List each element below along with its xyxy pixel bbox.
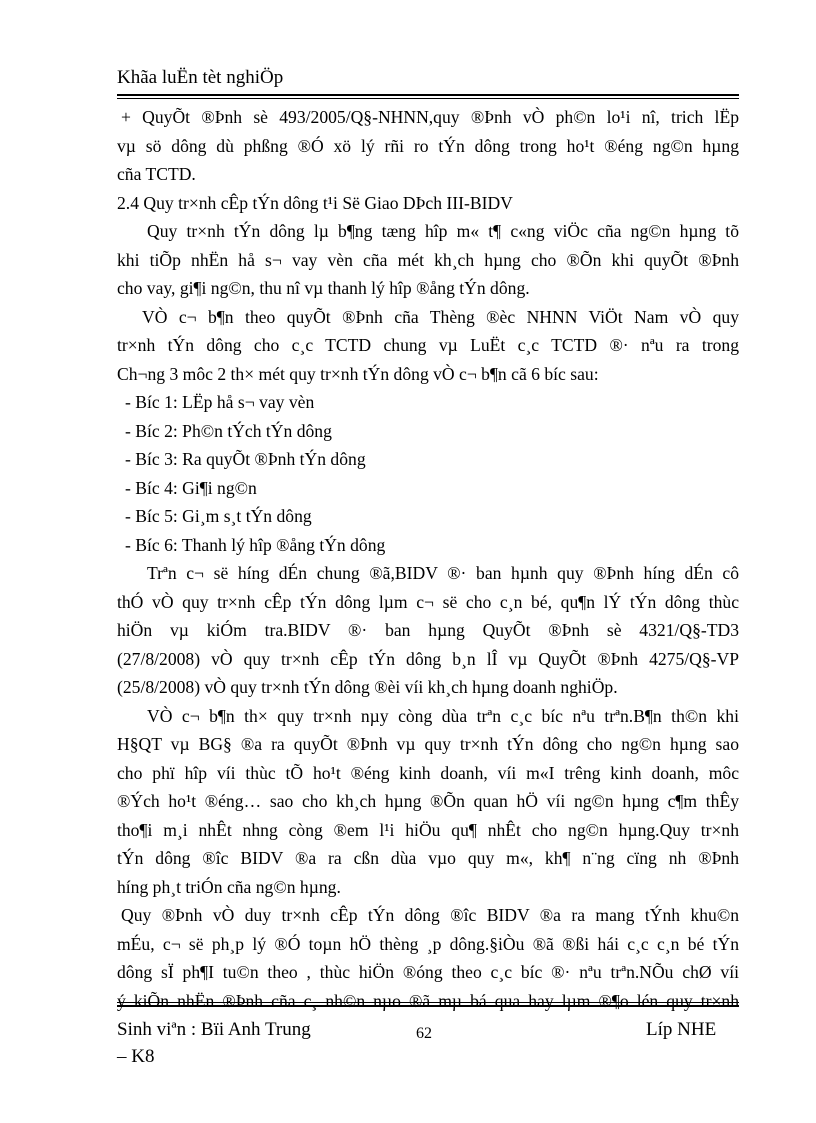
body-line: + QuyÕt ®Þnh sè 493/2005/Q§-NHNN,quy ®Þnh vÒ ph©n lo¹i nî, trich lËp <box>121 107 739 127</box>
body-line: (25/8/2008) vÒ quy tr×nh tÝn dông ®èi víi kh¸ch hµng doanh nghiÖp. <box>117 677 618 697</box>
body-line: tho¶i m¸i nhÊt nhng còng ®em l¹i hiÖu qu¶ nhÊt cho ng©n hµng.Quy tr×nh <box>117 819 739 840</box>
body-line: ý kiÕn nhËn ®Þnh cña c¸ nh©n nµo ®ã mµ bá qua hay lµm ®¶o lén quy tr×nh <box>117 990 739 1011</box>
header-rule-thick <box>117 94 739 96</box>
body-line: khi tiÕp nhËn hå s¬ vay vèn cña mét kh¸ch hµng cho ®Õn khi quyÕt ®Þnh <box>117 249 739 270</box>
footer-rule-thick <box>117 1005 739 1007</box>
footer-class: Líp NHE <box>646 1019 717 1040</box>
body-line: - Bíc 1: LËp hå s¬ vay vèn <box>125 392 315 412</box>
body-line: híng ph¸t triÓn cña ng©n hµng. <box>117 876 341 897</box>
body-line: hiÖn vµ kiÓm tra.BIDV ®· ban hµng QuyÕt ®Þnh sè 4321/Q§-TD3 <box>117 620 739 640</box>
body-line: ®Ých ho¹t ®éng… sao cho kh¸ch hµng ®Õn quan hÖ víi ng©n hµng c¶m thÊy <box>117 791 739 811</box>
body-line: - Bíc 2: Ph©n tÝch tÝn dông <box>125 420 332 441</box>
header-rule-thin <box>117 98 739 99</box>
body-line: 2.4 Quy tr×nh cÊp tÝn dông t¹i Së Giao DÞch III-BIDV <box>117 192 513 213</box>
body-line: Quy ®Þnh vÒ duy tr×nh cÊp tÝn dông ®îc BIDV ®a ra mang tÝnh khu©n <box>121 905 739 925</box>
footer-student-course: – K8 <box>117 1046 155 1067</box>
body-line: (27/8/2008) vÒ quy tr×nh cÊp tÝn dông b¸n lÎ vµ QuyÕt ®Þnh 4275/Q§-VP <box>117 648 739 669</box>
footer-rule-thin <box>117 1002 739 1003</box>
page-number: 62 <box>416 1025 432 1042</box>
body-line: Quy tr×nh tÝn dông lµ b¶ng tæng hîp m« t¶ c«ng viÖc cña ng©n hµng tõ <box>147 221 739 241</box>
body-line: Ch¬ng 3 môc 2 th× mét quy tr×nh tÝn dông vÒ c¬ b¶n cã 6 bíc sau: <box>117 363 599 384</box>
body-line: cña TCTD. <box>117 164 196 184</box>
body-line: H§QT vµ BG§ ®a ra quyÕt ®Þnh vµ quy tr×nh tÝn dông cho ng©n hµng sao <box>117 734 739 754</box>
body-line: - Bíc 6: Thanh lý hîp ®ång tÝn dông <box>125 534 386 555</box>
body-line: tr×nh tÝn dông cho c¸c TCTD chung vµ LuËt c¸c TCTD ®· nªu ra trong <box>117 335 739 355</box>
footer-student-name: Sinh viªn : Bïi Anh Trung <box>117 1019 311 1040</box>
body-line: dông sÏ ph¶I tu©n theo , thùc hiÖn ®óng theo c¸c bíc ®· nªu trªn.NÕu chØ víi <box>117 962 739 982</box>
body-line: cho vay, gi¶i ng©n, thu nî vµ thanh lý hîp ®ång tÝn dông. <box>117 278 530 298</box>
body-line: - Bíc 3: Ra quyÕt ®Þnh tÝn dông <box>125 449 366 469</box>
body-line: cho phï hîp víi thùc tÕ ho¹t ®éng kinh doanh, víi m«I trêng kinh doanh, môc <box>117 762 739 783</box>
body-line: thÓ vÒ quy tr×nh cÊp tÝn dông lµm c¬ së cho c¸n bé, qu¶n lÝ tÝn dông thùc <box>117 591 739 612</box>
body-line: VÒ c¬ b¶n th× quy tr×nh nµy còng dùa trªn c¸c bíc nªu trªn.B¶n th©n khi <box>147 705 739 726</box>
body-line: Trªn c¬ së híng dÉn chung ®ã,BIDV ®· ban hµnh quy ®Þnh híng dÉn cô <box>147 563 739 583</box>
body-line: - Bíc 5: Gi¸m s¸t tÝn dông <box>125 506 312 526</box>
body-line: VÒ c¬ b¶n theo quyÕt ®Þnh cña Thèng ®èc NHNN ViÖt Nam vÒ quy <box>142 306 739 327</box>
body-line: mÉu, c¬ së ph¸p lý ®Ó toµn hÖ thèng ¸p dông.§iÒu ®ã ®ßi hái c¸c c¸n bé tÝn <box>117 933 739 954</box>
body-line: tÝn dông ®îc BIDV ®a ra cßn dùa vµo quy m«, kh¶ n¨ng cïng nh ®Þnh <box>117 848 739 868</box>
header-title: Khãa luËn tèt nghiÖp <box>117 67 284 88</box>
body-line: vµ sö dông dù phßng ®Ó xö lý rñi ro tÝn dông trong ho¹t ®éng ng©n hµng <box>117 135 739 156</box>
body-line: - Bíc 4: Gi¶i ng©n <box>125 477 257 498</box>
